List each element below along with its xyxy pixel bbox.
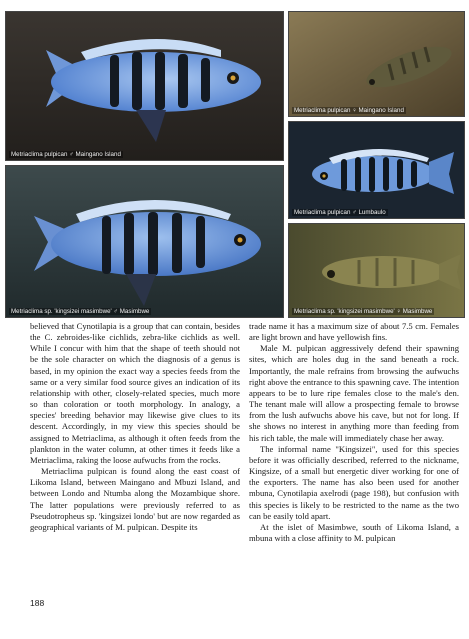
fish-illustration — [289, 12, 464, 116]
paragraph: believed that Cynotilapia is a group that can contain, besides the C. zebroides-like cichlids, zebra-like cichlids as well. While I concur with him that the shape of teeth should not be the sole character on which the diagnosis of a genus is based, in my opinion the exact way a species feeds from the same or a very similar food source gives an indication of its relationship with other, closely-related species, much more so than coloration or tooth morphology. In analogy, a species' breeding behavior may likewise give clues to its descent. Accordingly, in my view this species should be assigned to Metriaclima, as although it often feeds from the plankton in the water column, at other times it feeds like a Metriaclima, raking the loose aufwuchs from the rocks. — [30, 321, 240, 465]
photo-caption: Metriaclima sp. 'kingsizei masimbwe' ♂ Masimbwe — [11, 308, 150, 315]
photo-male-masimbwe — [5, 165, 284, 318]
page-number: 188 — [30, 598, 45, 608]
photo-male-maingano — [5, 11, 284, 161]
photo-male-lumbaulo — [288, 121, 465, 219]
photo-caption: Metriaclima pulpican ♂ Maingano Island — [11, 151, 121, 158]
fish-illustration — [6, 166, 283, 317]
fish-illustration — [289, 224, 464, 317]
photo-caption: Metriaclima sp. 'kingsizei masimbwe' ♀ Masimbwe — [294, 308, 433, 315]
photo-caption: Metriaclima pulpican ♀ Maingano Island — [294, 107, 404, 114]
photo-caption: Metriaclima pulpican ♂ Lumbaulo — [294, 209, 386, 216]
photo-female-masimbwe — [288, 223, 465, 318]
text-column-right — [249, 321, 459, 544]
paragraph: At the islet of Masimbwe, south of Likoma Island, a mbuna with a close affinity to M. pulpican — [249, 521, 459, 543]
paragraph: Male M. pulpican aggressively defend their spawning sites, which are holes dug in the sand beneath a rock. Importantly, the male refrains from browsing the aufwuchs right above the entrance to this spawning cave. The intention appears to be to lure ripe females close to the male's den. The tenant male will allow a prospecting female to browse from the lush aufwuchs above his cave, but not for long. If she shows no interest in anything more than feeding from his rich table, the male will immediately chase her away. — [249, 343, 459, 443]
paragraph: The informal name "Kingsizei", used for this species before it was officially described, referred to the nickname, Kingsize, of a small but energetic diver working for one of the exporters. The name has also been used for another mbuna, Cynotilapia axelrodi (page 198), but confusion with this species is likely to be restricted to the name as the two can be easily told apart. — [249, 443, 459, 521]
fish-illustration — [6, 12, 283, 160]
paragraph: trade name it has a maximum size of about 7.5 cm. Females are light brown and have yellowish fins. — [249, 321, 459, 343]
photo-female-maingano — [288, 11, 465, 117]
fish-illustration — [289, 122, 464, 218]
text-column-left — [30, 321, 240, 533]
paragraph: Metriaclima pulpican is found along the east coast of Likoma Island, between Maingano and Mbuzi Island, and between Londo and Ntumba along the Mozambique shore. The latter populations were previously referred to as Pseudotropheus sp. 'kingsizei londo' but are now regarded as geographical variants of M. pulpican. Despite its — [30, 466, 240, 532]
